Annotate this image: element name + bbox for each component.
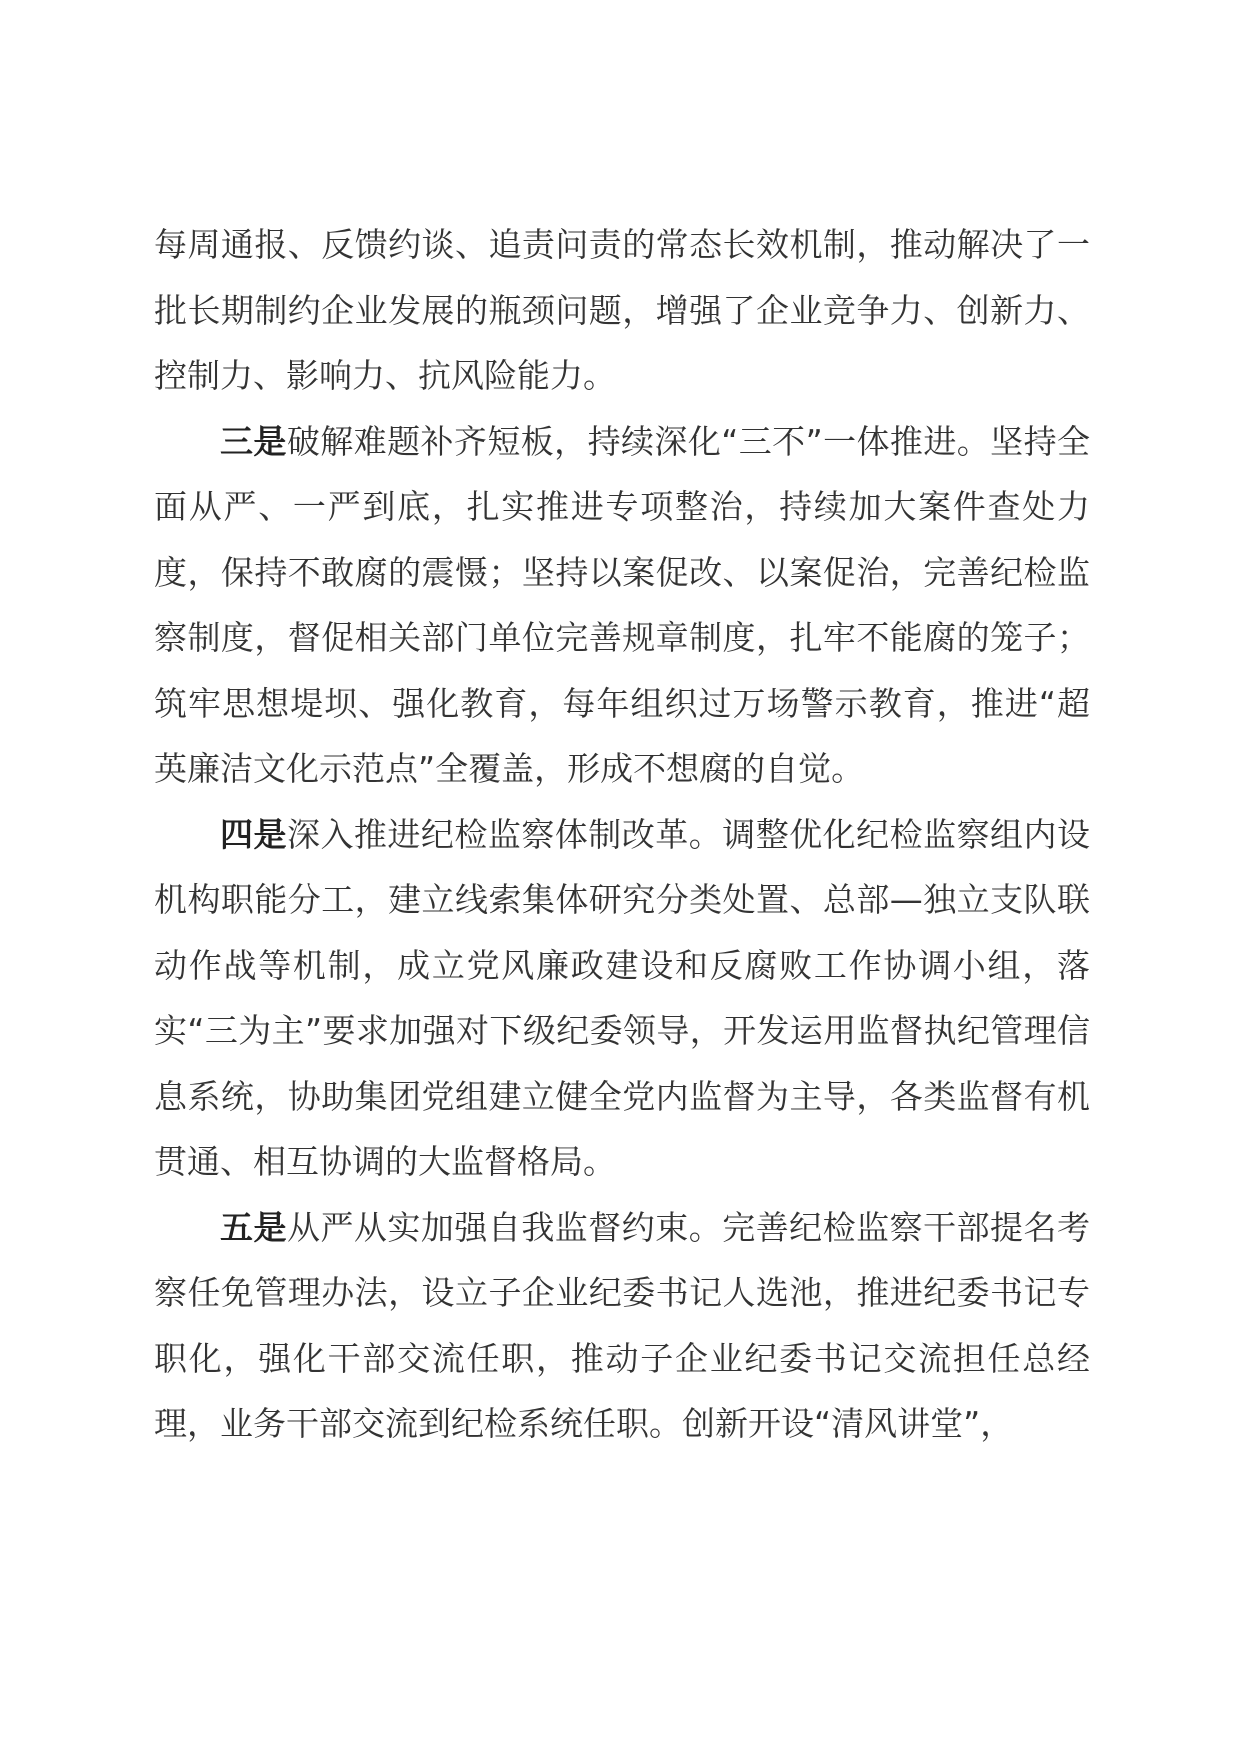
paragraph-lead: 五是 bbox=[220, 1207, 287, 1247]
paragraph-continuation bbox=[154, 212, 1090, 409]
document-body bbox=[154, 212, 1090, 1457]
paragraph-text: 深入推进纪检监察体制改革。调整优化纪检监察组内设机构职能分工，建立线索集体研究分类处置、总部—独立支队联动作战等机制，成立党风廉政建设和反腐败工作协调小组，落实“三为主”要求加强对下级纪委领导，开发运用监督执纪管理信息系统，协助集团党组建立健全党内监督为主导，各类监督有机贯通、相互协调的大监督格局。 bbox=[154, 814, 1091, 1181]
paragraph-lead: 三是 bbox=[220, 421, 287, 461]
paragraph-three bbox=[154, 409, 1090, 802]
paragraph-text: 从严从实加强自我监督约束。完善纪检监察干部提名考察任免管理办法，设立子企业纪委书记人选池，推进纪委书记专职化，强化干部交流任职，推动子企业纪委书记交流担任总经理，业务干部交流到纪检系统任职。创新开设“清风讲堂”， bbox=[154, 1207, 1091, 1443]
paragraph-four bbox=[154, 802, 1090, 1195]
paragraph-text: 每周通报、反馈约谈、追责问责的常态长效机制，推动解决了一批长期制约企业发展的瓶颈问题，增强了企业竞争力、创新力、控制力、影响力、抗风险能力。 bbox=[154, 225, 1090, 395]
paragraph-lead: 四是 bbox=[220, 814, 287, 854]
paragraph-text: 破解难题补齐短板，持续深化“三不”一体推进。坚持全面从严、一严到底，扎实推进专项整治，持续加大案件查处力度，保持不敢腐的震慑；坚持以案促改、以案促治，完善纪检监察制度，督促相关部门单位完善规章制度，扎牢不能腐的笼子；筑牢思想堤坝、强化教育，每年组织过万场警示教育，推进“超英廉洁文化示范点”全覆盖，形成不想腐的自觉。 bbox=[154, 421, 1091, 788]
paragraph-five bbox=[154, 1195, 1090, 1457]
